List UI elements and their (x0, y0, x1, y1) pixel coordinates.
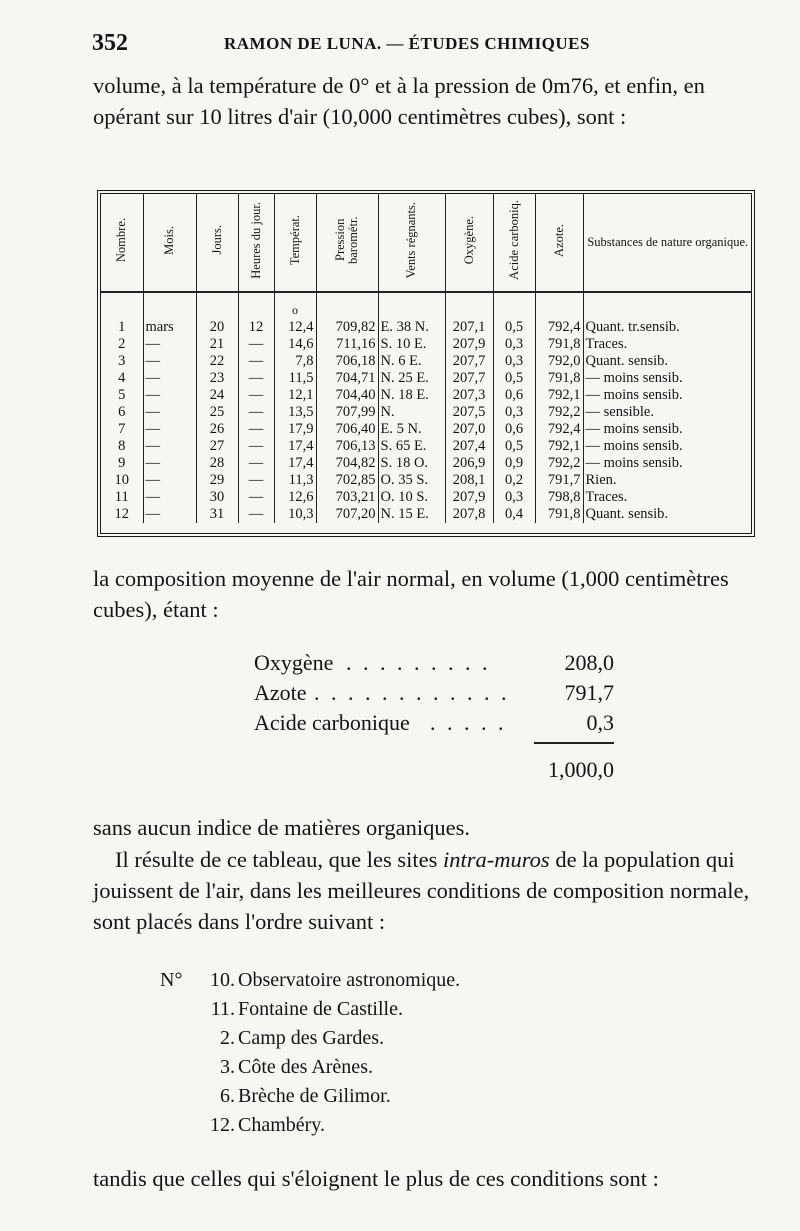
table-cell: 206,9 (445, 455, 493, 472)
running-title: RAMON DE LUNA. — ÉTUDES CHIMIQUES (224, 34, 590, 53)
ranking-number: 6. (220, 1085, 235, 1107)
table-cell: O. 35 S. (378, 472, 445, 489)
ranking-number: 11. (210, 998, 235, 1020)
table-cell: — (143, 421, 196, 438)
table-cell: 207,7 (445, 353, 493, 370)
table-cell: 792,1 (535, 438, 583, 455)
table-header-cell (238, 194, 274, 292)
table-header-cell (101, 194, 143, 292)
table-cell: 704,71 (316, 370, 378, 387)
table-cell: N. 18 E. (378, 387, 445, 404)
table-cell: E. 38 N. (378, 319, 445, 336)
table-cell: S. 10 E. (378, 336, 445, 353)
table-cell: — (143, 438, 196, 455)
table-row (101, 336, 752, 353)
composition-value: 791,7 (564, 680, 614, 705)
table-cell: 5 (118, 387, 126, 403)
table-header-label: Mois. (162, 225, 176, 255)
result-text-end: de la population qui jouissent de l'air, dans les meilleures conditions de composition normale, sont placés dans l'ordre suivant : (93, 847, 750, 934)
table-spacer-row (101, 292, 752, 319)
table-cell: 706,40 (316, 421, 378, 438)
table-cell: N. 15 E. (378, 506, 445, 523)
data-table-frame (97, 190, 755, 537)
table-cell: 12,1 (274, 387, 316, 404)
spacer-cell (535, 292, 583, 319)
ranking-number: 2. (220, 1027, 235, 1049)
table-cell: — moins sensib. (583, 455, 752, 472)
table-cell: Quant. sensib. (583, 506, 752, 523)
table-cell: — moins sensib. (583, 387, 752, 404)
table-cell: Traces. (583, 489, 752, 506)
table-header-cell (196, 194, 238, 292)
table-cell: 11 (114, 489, 129, 505)
table-cell: 0,2 (493, 472, 535, 489)
ranking-number: 12. (210, 1114, 235, 1136)
table-row (101, 319, 752, 336)
sum-rule (534, 742, 614, 744)
spacer-cell (316, 292, 378, 319)
composition-list (254, 648, 614, 738)
table-cell: — (238, 353, 274, 370)
table-header-label: Pression barométr. (333, 216, 360, 264)
table-cell: 0,6 (493, 387, 535, 404)
table-cell: 207,9 (445, 489, 493, 506)
table-header-cell (535, 194, 583, 292)
table-cell: S. 65 E. (378, 438, 445, 455)
table-cell: 207,0 (445, 421, 493, 438)
ranking-number-box (160, 1024, 235, 1053)
table-header-label: Heures du jour. (248, 201, 263, 279)
ranking-label: Camp des Gardes. (238, 1027, 385, 1049)
spacer-cell (238, 292, 274, 319)
table-row (101, 404, 752, 421)
table-header-label: Nombre. (114, 217, 129, 263)
ranking-number-box (160, 995, 235, 1024)
table-cell: 27 (196, 438, 238, 455)
ranking-number-box (160, 1111, 235, 1140)
table-cell: O. 10 S. (378, 489, 445, 506)
composition-leader-dots: . . . . . . . . . . . . (314, 680, 510, 705)
ranking-number-box (160, 1053, 235, 1082)
table-header-row (101, 194, 752, 292)
data-table (101, 194, 752, 523)
table-row (101, 370, 752, 387)
table-row (101, 506, 752, 523)
spacer-cell (493, 292, 535, 319)
spacer-cell (101, 292, 143, 319)
table-cell: 0,5 (493, 438, 535, 455)
ranking-number: 3. (220, 1056, 235, 1078)
table-cell: 17,4 (274, 438, 316, 455)
spacer-cell (143, 292, 196, 319)
table-cell: 7 (118, 421, 126, 437)
table-header-cell (445, 194, 493, 292)
table-cell: — (143, 387, 196, 404)
table-cell: 31 (196, 506, 238, 523)
table-cell: 792,4 (535, 421, 583, 438)
table-cell: 7,8 (274, 353, 316, 370)
table-cell: 207,8 (445, 506, 493, 523)
composition-leader-dots: . . . . . (430, 710, 507, 735)
no-organic-line: sans aucun indice de matières organiques. (93, 815, 470, 840)
ranking-label: Brèche de Gilimor. (238, 1085, 391, 1107)
spacer-cell (378, 292, 445, 319)
table-cell: — (238, 404, 274, 421)
table-cell: 4 (118, 370, 126, 386)
table-cell: 1 (118, 319, 126, 335)
ranking-label: Côte des Arènes. (238, 1056, 373, 1078)
composition-total: 1,000,0 (548, 757, 614, 782)
table-cell: 706,13 (316, 438, 378, 455)
spacer-cell (445, 292, 493, 319)
table-cell: 207,5 (445, 404, 493, 421)
table-cell: 28 (196, 455, 238, 472)
ranking-label: Chambéry. (238, 1114, 326, 1136)
table-cell: — moins sensib. (583, 421, 752, 438)
table-header-label: Températ. (287, 214, 302, 266)
table-cell: 2 (118, 336, 126, 352)
table-header-label: Oxygène. (461, 215, 476, 265)
ranking-number-box (160, 1082, 235, 1111)
table-cell: 207,9 (445, 336, 493, 353)
table-cell: 24 (196, 387, 238, 404)
table-cell: 0,3 (493, 353, 535, 370)
table-cell: — (143, 455, 196, 472)
table-cell: — (143, 506, 196, 523)
spacer-cell (196, 292, 238, 319)
table-cell: 207,7 (445, 370, 493, 387)
table-cell: — (238, 438, 274, 455)
result-text-italic: intra-muros (443, 847, 550, 872)
table-cell: 0,3 (493, 336, 535, 353)
page-number: 352 (92, 30, 128, 56)
table-cell: — (143, 353, 196, 370)
table-cell: 792,1 (535, 387, 583, 404)
table-cell: S. 18 O. (378, 455, 445, 472)
table-cell: 29 (196, 472, 238, 489)
composition-row (254, 678, 614, 708)
table-cell: — moins sensib. (583, 438, 752, 455)
table-cell: N. (378, 404, 445, 421)
table-cell: — (143, 336, 196, 353)
table-row (101, 421, 752, 438)
table-cell: 704,40 (316, 387, 378, 404)
table-cell: 0,5 (493, 370, 535, 387)
table-cell: 12 (114, 506, 129, 522)
table-cell: 20 (196, 319, 238, 336)
table-cell: 707,20 (316, 506, 378, 523)
table-row (101, 489, 752, 506)
table-cell: — (238, 455, 274, 472)
table-cell: E. 5 N. (378, 421, 445, 438)
table-cell: 0,9 (493, 455, 535, 472)
table-cell: 25 (196, 404, 238, 421)
table-cell: 207,4 (445, 438, 493, 455)
table-cell: 207,3 (445, 387, 493, 404)
result-paragraph (93, 844, 758, 937)
table-header-cell (493, 194, 535, 292)
table-cell: 21 (196, 336, 238, 353)
table-cell: N. 25 E. (378, 370, 445, 387)
table-cell: — (143, 489, 196, 506)
table-cell: 702,85 (316, 472, 378, 489)
table-cell: 791,8 (535, 336, 583, 353)
composition-name: Oxygène (254, 650, 334, 675)
table-cell: 208,1 (445, 472, 493, 489)
ranking-number: 10. (210, 969, 235, 991)
table-cell: 13,5 (274, 404, 316, 421)
table-cell: — (238, 472, 274, 489)
table-cell: 12 (238, 319, 274, 336)
table-cell: N. 6 E. (378, 353, 445, 370)
table-cell: — (143, 404, 196, 421)
table-cell: 0,3 (493, 489, 535, 506)
composition-intro: la composition moyenne de l'air normal, en volume (1,000 centimètres cubes), étant : (93, 566, 729, 622)
table-cell: 22 (196, 353, 238, 370)
table-cell: 703,21 (316, 489, 378, 506)
table-body (101, 292, 752, 523)
table-cell: Traces. (583, 336, 752, 353)
table-cell: 792,2 (535, 404, 583, 421)
table-row (101, 353, 752, 370)
table-cell: 707,99 (316, 404, 378, 421)
table-cell: — (238, 489, 274, 506)
table-cell: — (238, 506, 274, 523)
table-cell: mars (143, 319, 196, 336)
table-header-cell (274, 194, 316, 292)
composition-name: Azote (254, 680, 307, 705)
table-cell: 9 (118, 455, 126, 471)
composition-name: Acide carbonique (254, 710, 410, 735)
table-cell: 11,5 (274, 370, 316, 387)
result-text-start: Il résulte de ce tableau, que les sites (115, 847, 443, 872)
table-cell: 12,6 (274, 489, 316, 506)
table-row (101, 472, 752, 489)
table-cell: 17,9 (274, 421, 316, 438)
table-cell: — (238, 370, 274, 387)
table-header-label: Azote. (551, 223, 566, 257)
table-cell: 711,16 (316, 336, 378, 353)
table-header-label: Vents régnants. (404, 201, 418, 279)
table-header-label: Acide carboniq. (506, 200, 521, 280)
table-row (101, 455, 752, 472)
spacer-cell: o (274, 292, 316, 319)
table-cell: 12,4 (274, 319, 316, 336)
table-cell: — (143, 472, 196, 489)
table-cell: 3 (118, 353, 126, 369)
table-header-cell (378, 194, 445, 292)
table-cell: 14,6 (274, 336, 316, 353)
table-header-label: Jours. (209, 225, 224, 255)
ranking-number-box (160, 966, 235, 995)
table-cell: — moins sensib. (583, 370, 752, 387)
composition-value: 0,3 (586, 710, 614, 735)
table-cell: 6 (118, 404, 126, 420)
table-cell: — (143, 370, 196, 387)
table-cell: — (238, 336, 274, 353)
table-row (101, 387, 752, 404)
table-row (101, 438, 752, 455)
table-cell: 10,3 (274, 506, 316, 523)
table-cell: 791,7 (535, 472, 583, 489)
table-header-label: Substances de nature organique. (587, 235, 749, 249)
table-cell: Quant. tr.sensib. (583, 319, 752, 336)
composition-leader-dots: . . . . . . . . . (346, 650, 491, 675)
table-cell: 0,5 (493, 319, 535, 336)
table-cell: 10 (114, 472, 129, 488)
table-cell: 11,3 (274, 472, 316, 489)
table-cell: Quant. sensib. (583, 353, 752, 370)
table-cell: 26 (196, 421, 238, 438)
table-header-cell (316, 194, 378, 292)
table-cell: 709,82 (316, 319, 378, 336)
table-cell: 0,4 (493, 506, 535, 523)
spacer-cell (583, 292, 752, 319)
table-cell: 8 (118, 438, 126, 454)
table-cell: 791,8 (535, 506, 583, 523)
table-cell: — (238, 387, 274, 404)
table-cell: 792,0 (535, 353, 583, 370)
table-cell: 23 (196, 370, 238, 387)
table-header-cell (583, 194, 752, 292)
closing-paragraph: tandis que celles qui s'éloignent le plus de ces conditions sont : (93, 1166, 659, 1191)
table-cell: Rien. (583, 472, 752, 489)
table-cell: — (238, 421, 274, 438)
table-cell: 792,4 (535, 319, 583, 336)
composition-value: 208,0 (564, 650, 614, 675)
composition-row (254, 708, 614, 738)
table-cell: — sensible. (583, 404, 752, 421)
intro-paragraph: volume, à la température de 0° et à la pression de 0m76, et enfin, en opérant sur 10 litres d'air (10,000 centimètres cubes), sont : (93, 73, 705, 129)
table-cell: 207,1 (445, 319, 493, 336)
table-cell: 704,82 (316, 455, 378, 472)
ranking-prefix: N° (160, 969, 183, 991)
composition-row (254, 648, 614, 678)
ranking-label: Fontaine de Castille. (238, 998, 403, 1020)
table-cell: 0,3 (493, 404, 535, 421)
table-header-cell (143, 194, 196, 292)
table-cell: 792,2 (535, 455, 583, 472)
table-cell: 0,6 (493, 421, 535, 438)
table-cell: 706,18 (316, 353, 378, 370)
table-cell: 17,4 (274, 455, 316, 472)
table-cell: 30 (196, 489, 238, 506)
ranking-label: Observatoire astronomique. (238, 969, 461, 991)
table-cell: 798,8 (535, 489, 583, 506)
table-cell: 791,8 (535, 370, 583, 387)
